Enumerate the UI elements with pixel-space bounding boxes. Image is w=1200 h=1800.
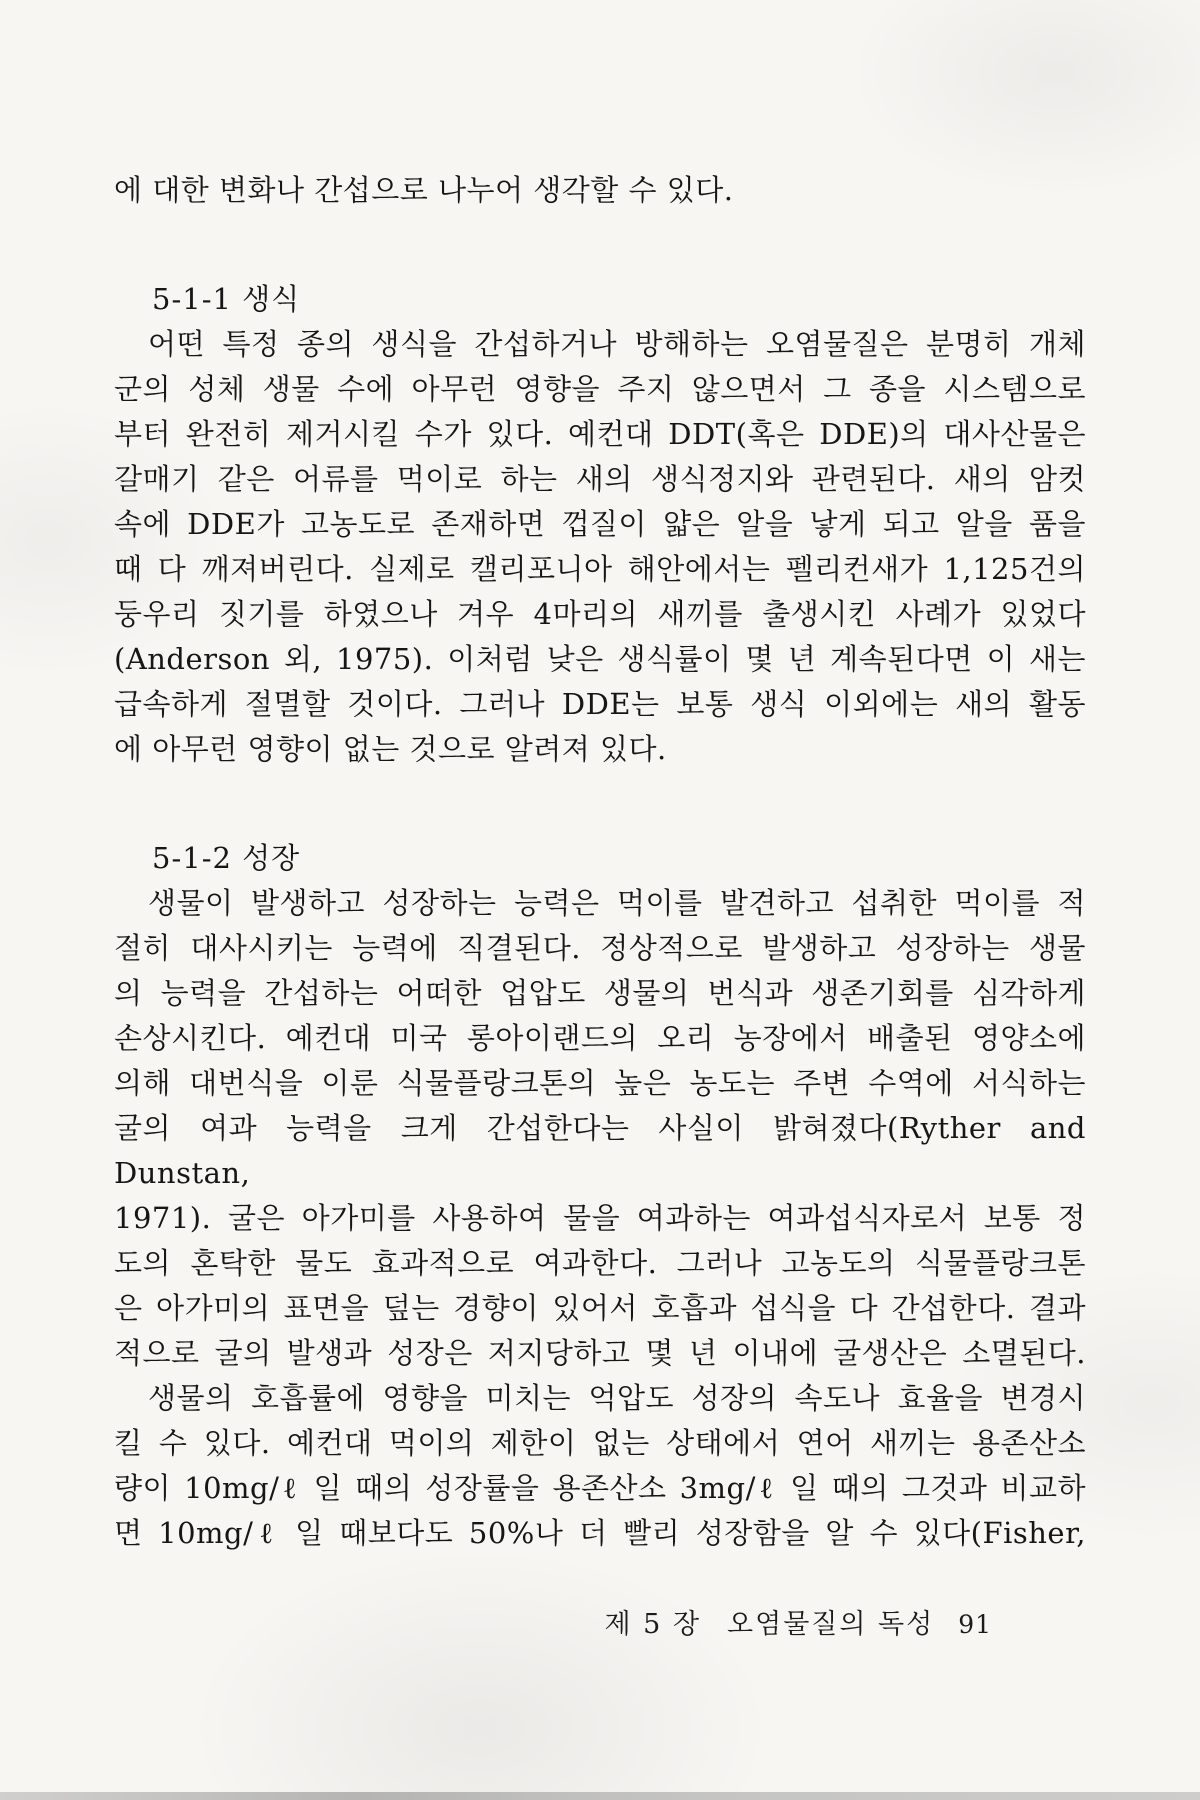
paragraph [114,1376,1086,1556]
text-line: 속에 DDE가 고농도로 존재하면 껍질이 얇은 알을 낳게 되고 알을 품을 [114,507,1086,541]
text-line: 의해 대번식을 이룬 식물플랑크톤의 높은 농도는 주변 수역에 서식하는 [114,1066,1086,1100]
text-line: 절히 대사시키는 능력에 직결된다. 정상적으로 발생하고 성장하는 생물 [114,931,1086,965]
text-line: 생물이 발생하고 성장하는 능력은 먹이를 발견하고 섭취한 먹이를 적 [148,886,1086,920]
text-line: 생물의 호흡률에 영향을 미치는 억압도 성장의 속도나 효율을 변경시 [148,1381,1086,1415]
paragraph [114,322,1086,772]
paragraph [114,168,1086,213]
text-line: 1971). 굴은 아가미를 사용하여 물을 여과하는 여과섭식자로서 보통 정 [114,1201,1086,1235]
page-content [114,168,1086,1556]
paragraph [114,881,1086,1376]
text-line: 은 아가미의 표면을 덮는 경향이 있어서 호흡과 섭식을 다 간섭한다. 결과 [114,1291,1086,1325]
text-line: 도의 혼탁한 물도 효과적으로 여과한다. 그러나 고농도의 식물플랑크톤 [114,1246,1086,1280]
text-line: 킬 수 있다. 예컨대 먹이의 제한이 없는 상태에서 연어 새끼는 용존산소 [114,1426,1086,1460]
text-line: 갈매기 같은 어류를 먹이로 하는 새의 생식정지와 관련된다. 새의 암컷 [114,462,1086,496]
footer-chapter-label: 제 5 장 [604,1609,702,1640]
text-line: 둥우리 짓기를 하였으나 겨우 4마리의 새끼를 출생시킨 사례가 있었다 [114,597,1086,631]
page-number: 91 [958,1610,992,1639]
text-line: 에 아무런 영향이 없는 것으로 알려져 있다. [114,732,667,766]
text-line: 의 능력을 간섭하는 어떠한 업압도 생물의 번식과 생존기회를 심각하게 [114,976,1086,1010]
text-line: (Anderson 외, 1975). 이처럼 낮은 생식률이 몇 년 계속된다면 이 새는 [114,642,1086,676]
text-line: 급속하게 절멸할 것이다. 그러나 DDE는 보통 생식 이외에는 새의 활동 [114,687,1086,721]
text-line: 때 다 깨져버린다. 실제로 캘리포니아 해안에서는 펠리컨새가 1,125건의 [114,552,1086,586]
footer-chapter-title: 오염물질의 독성 [727,1609,935,1640]
text-line: 부터 완전히 제거시킬 수가 있다. 예컨대 DDT(혹은 DDE)의 대사산물은 [114,417,1086,451]
text-line: 어떤 특정 종의 생식을 간섭하거나 방해하는 오염물질은 분명히 개체 [148,327,1086,361]
text-line: 손상시킨다. 예컨대 미국 롱아이랜드의 오리 농장에서 배출된 영양소에 [114,1021,1086,1055]
text-line: 량이 10mg/ℓ 일 때의 성장률을 용존산소 3mg/ℓ 일 때의 그것과 비교하 [114,1471,1086,1505]
scan-edge-artifact [0,1792,1200,1800]
text-line: 면 10mg/ℓ 일 때보다도 50%나 더 빨리 성장함을 알 수 있다(Fisher, [114,1516,1086,1550]
text-line: 적으로 굴의 발생과 성장은 저지당하고 몇 년 이내에 굴생산은 소멸된다. [114,1336,1086,1370]
section-heading: 5-1-1 생식 [152,282,301,316]
text-line: 군의 성체 생물 수에 아무런 영향을 주지 않으면서 그 종을 시스템으로 [114,372,1086,406]
text-line: 굴의 여과 능력을 크게 간섭한다는 사실이 밝혀졌다(Ryther and Dunstan, [114,1111,1086,1190]
section-heading: 5-1-2 성장 [152,841,301,875]
text-line: 에 대한 변화나 간섭으로 나누어 생각할 수 있다. [114,173,734,207]
page-footer [0,1602,992,1641]
